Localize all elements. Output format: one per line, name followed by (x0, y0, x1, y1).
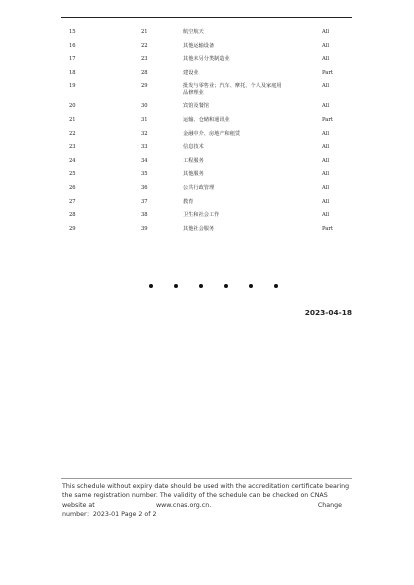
table-row (0, 39, 414, 53)
row-name: 宾馆及餐馆 (183, 103, 209, 110)
dot-mark (174, 284, 178, 288)
row-code: 28 (141, 69, 148, 76)
row-number: 23 (69, 144, 76, 151)
header-rule (61, 17, 352, 18)
table-row (0, 195, 414, 209)
row-scope: All (322, 56, 330, 63)
row-name: 其他服务 (183, 171, 204, 178)
row-name: 教育 (183, 198, 194, 205)
row-number: 29 (69, 225, 76, 232)
row-code: 31 (141, 116, 148, 123)
table-row (0, 127, 414, 141)
row-code: 32 (141, 130, 148, 137)
table-row (0, 99, 414, 113)
row-number: 25 (69, 171, 76, 178)
row-scope: All (322, 198, 330, 205)
footer-line (62, 501, 354, 510)
row-number: 16 (69, 42, 76, 49)
row-code: 37 (141, 198, 148, 205)
cnas-website-link[interactable]: www.cnas.org.cn. (156, 501, 212, 509)
row-name: 工程服务 (183, 157, 204, 164)
row-code: 22 (141, 42, 148, 49)
row-code: 39 (141, 225, 148, 232)
row-code: 23 (141, 56, 148, 63)
row-name: 信息技术 (183, 144, 204, 151)
row-number: 28 (69, 212, 76, 219)
row-scope: All (322, 103, 330, 110)
row-number: 17 (69, 56, 76, 63)
row-scope: Part (322, 225, 333, 232)
table-row (0, 222, 414, 236)
row-scope: All (322, 157, 330, 164)
dot-mark (274, 284, 278, 288)
footer-line: the same registration number. The validity of the schedule can be checked on CNAS (62, 492, 328, 500)
row-scope: All (322, 29, 330, 35)
row-code: 21 (141, 29, 148, 35)
row-code: 33 (141, 144, 148, 151)
issue-date: 2023-04-18 (304, 308, 352, 317)
row-scope: Part (322, 116, 333, 123)
row-name: 建设业 (183, 69, 199, 76)
page-footer (62, 482, 354, 520)
row-code: 30 (141, 103, 148, 110)
table-row (0, 113, 414, 127)
row-number: 24 (69, 157, 76, 164)
table-row (0, 154, 414, 168)
row-name: 卫生和社会工作 (183, 212, 220, 219)
row-number: 21 (69, 116, 76, 123)
row-code: 35 (141, 171, 148, 178)
row-scope: All (322, 130, 330, 137)
dot-mark (249, 284, 253, 288)
table-row (0, 181, 414, 195)
dot-mark (224, 284, 228, 288)
row-name: 运输、仓储和通讯业 (183, 116, 230, 123)
row-name: 批发与零售业；汽车、摩托、个人及家庭用品修理业 (183, 83, 282, 96)
row-name: 公共行政管理 (183, 184, 215, 191)
row-number: 15 (69, 29, 76, 35)
table-row (0, 25, 414, 39)
row-code: 29 (141, 83, 148, 90)
footer-line: This schedule without expiry date should be used with the accreditation certificate bearing (62, 483, 350, 490)
row-number: 18 (69, 69, 76, 76)
row-name: 其他未另分类制造业 (183, 56, 230, 63)
end-of-schedule-dots (140, 284, 290, 292)
dot-mark (199, 284, 203, 288)
row-name: 其他社会服务 (183, 225, 215, 232)
row-scope: All (322, 212, 330, 219)
row-scope: All (322, 184, 330, 191)
row-scope: All (322, 144, 330, 151)
row-scope: Part (322, 69, 333, 76)
row-name: 其他运输设备 (183, 42, 215, 49)
table-row (0, 52, 414, 66)
row-code: 36 (141, 184, 148, 191)
row-number: 22 (69, 130, 76, 137)
footer-page-info: number：2023-01 Page 2 of 2 (62, 511, 157, 519)
table-row (0, 208, 414, 222)
row-scope: All (322, 171, 330, 178)
footer-change-label: Change (317, 501, 342, 509)
table-row (0, 140, 414, 154)
row-number: 27 (69, 198, 76, 205)
row-scope: All (322, 83, 330, 90)
dot-mark (149, 284, 153, 288)
footer-rule (61, 478, 352, 479)
footer-website-label: website at (62, 501, 95, 509)
row-code: 38 (141, 212, 148, 219)
row-number: 20 (69, 103, 76, 110)
scope-table (0, 25, 414, 235)
table-row (0, 167, 414, 181)
row-number: 19 (69, 83, 76, 90)
row-name: 航空航天 (183, 29, 204, 35)
row-scope: All (322, 42, 330, 49)
row-number: 26 (69, 184, 76, 191)
table-row (0, 79, 414, 99)
row-name: 金融中介、房地产和租赁 (183, 130, 241, 137)
row-code: 34 (141, 157, 148, 164)
table-row (0, 66, 414, 80)
